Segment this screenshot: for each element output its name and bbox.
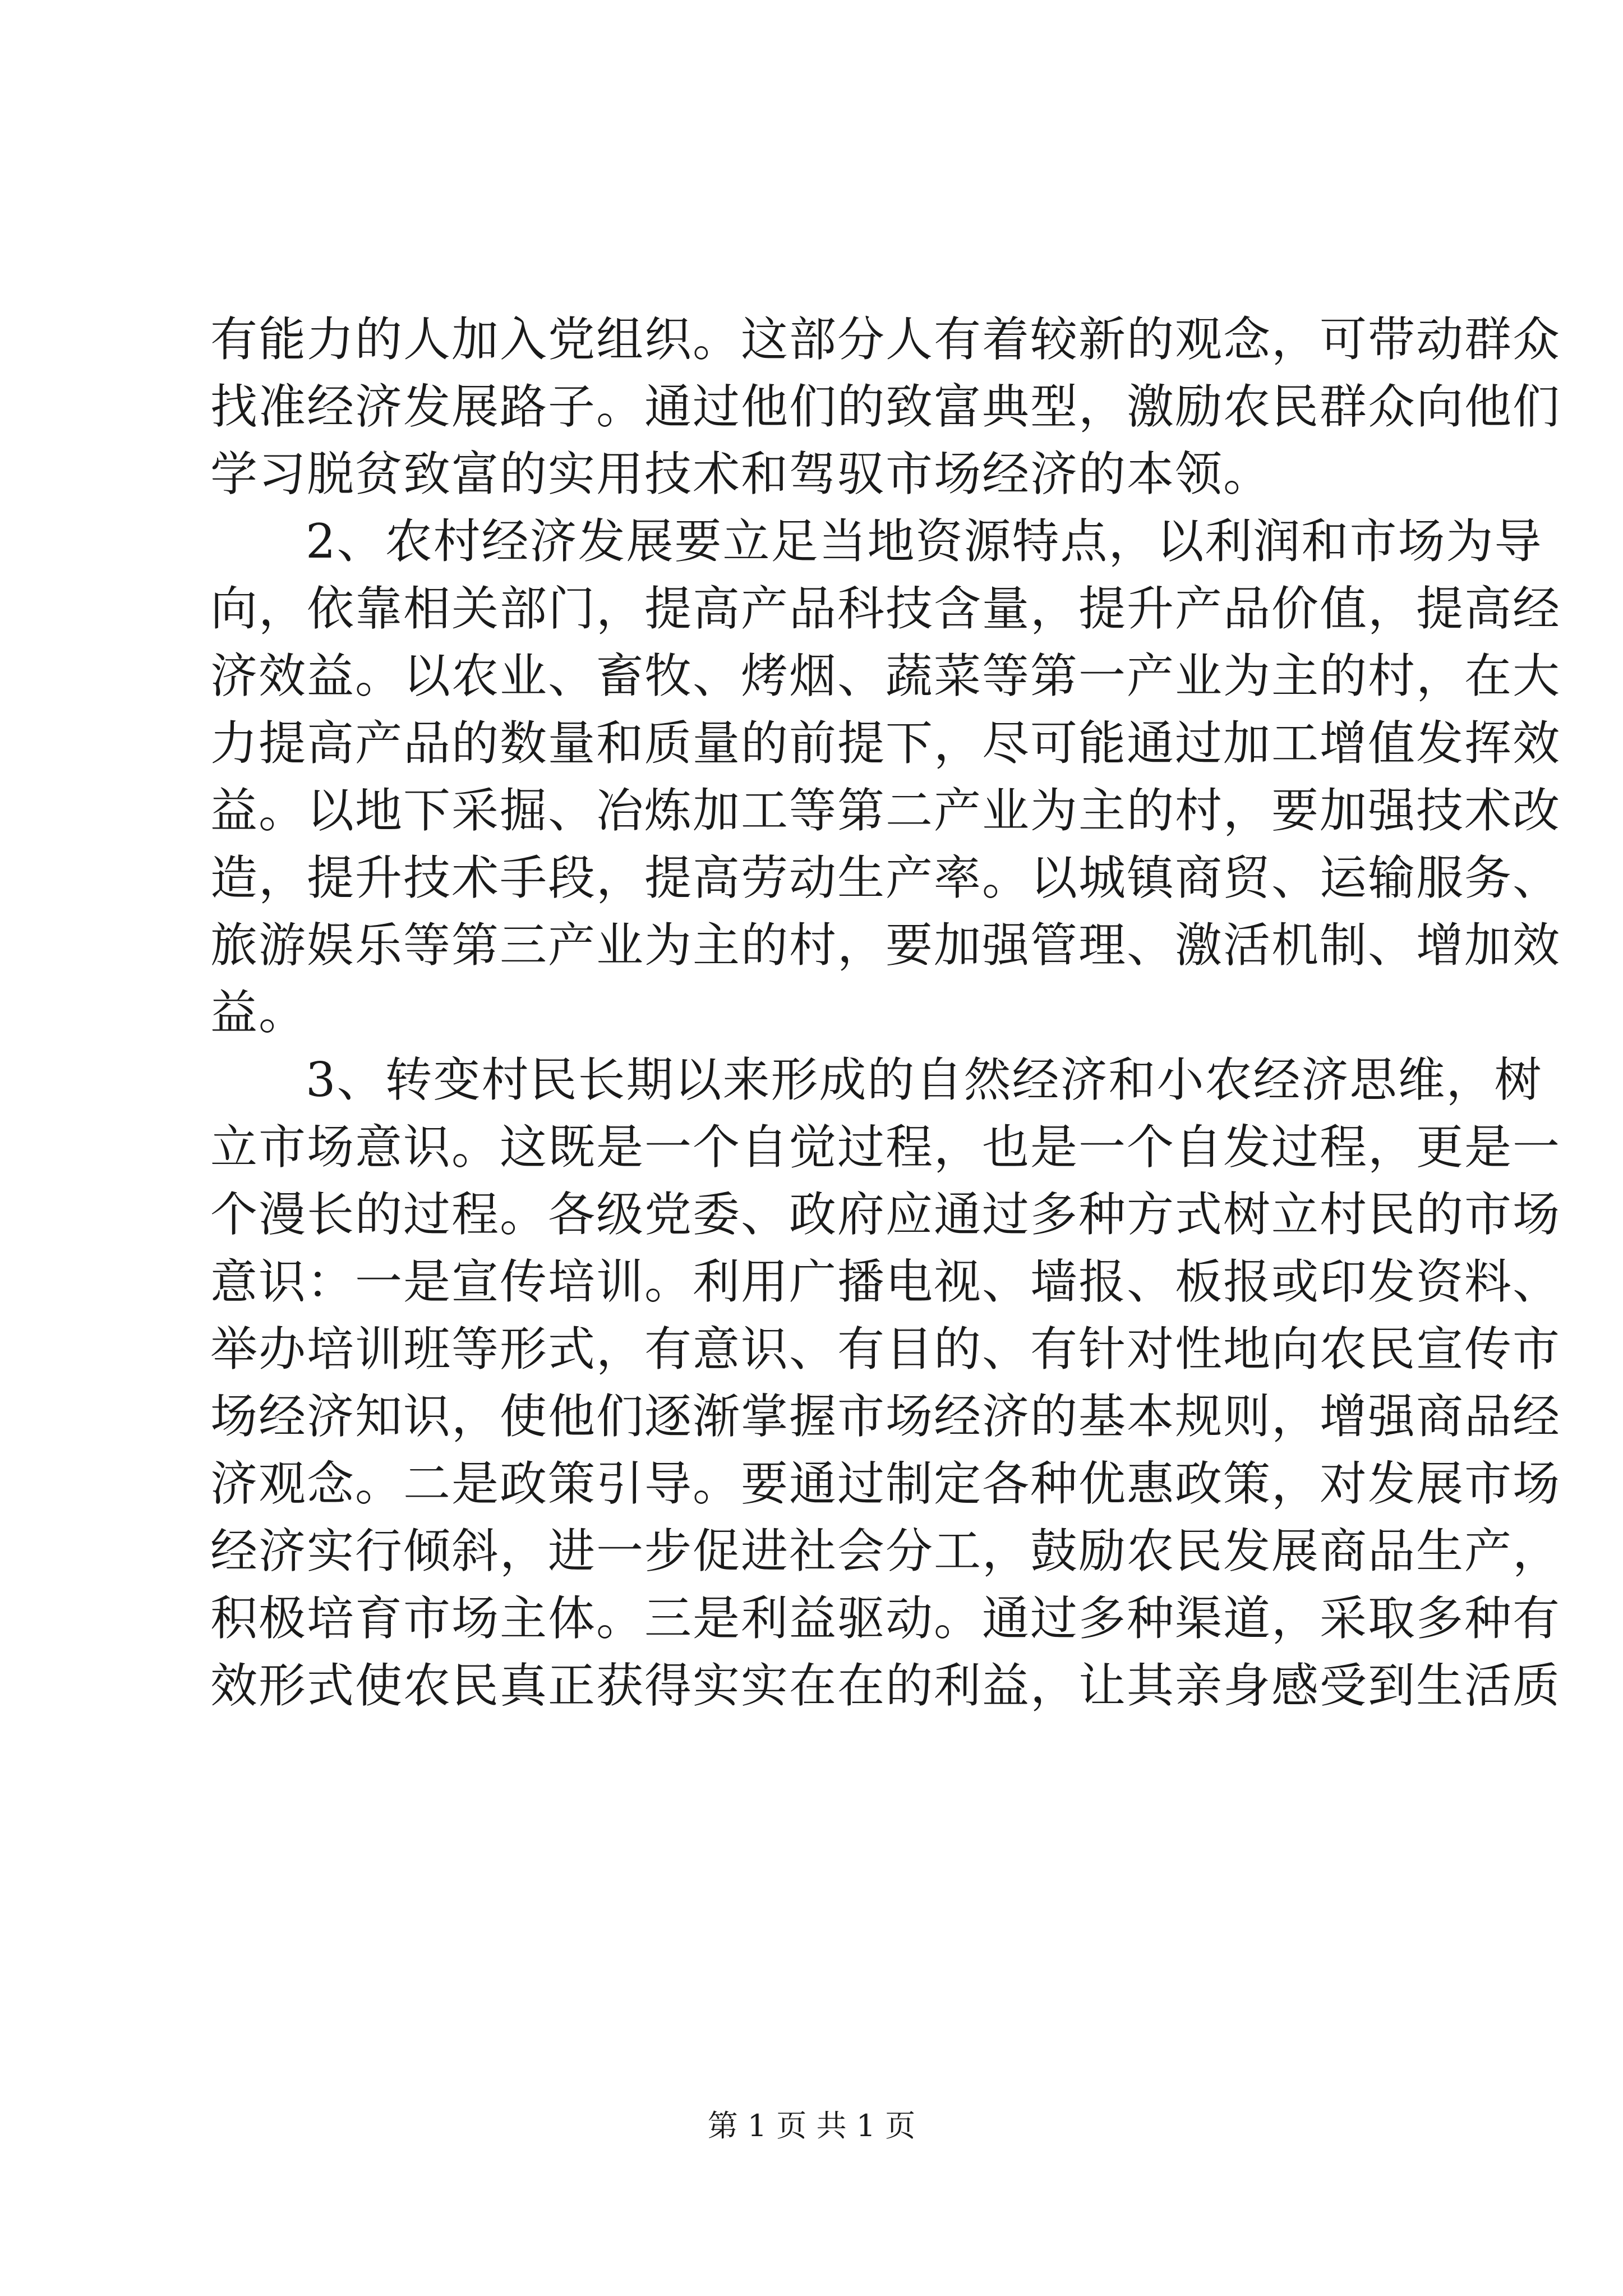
text-line: 场经济知识，使他们逐渐掌握市场经济的基本规则，增强商品经 xyxy=(210,1389,1561,1444)
paragraph-continued xyxy=(210,306,1561,508)
text-line: 有能力的人加入党组织。这部分人有着较新的观念，可带动群众 xyxy=(210,312,1561,367)
text-line: 学习脱贫致富的实用技术和驾驭市场经济的本领。 xyxy=(210,447,1272,501)
text-line: 造，提升技术手段，提高劳动生产率。以城镇商贸、运输服务、 xyxy=(210,850,1561,905)
text-line: 济效益。以农业、畜牧、烤烟、蔬菜等第一产业为主的村，在大 xyxy=(210,648,1561,703)
page-number-label: 第 1 页 共 1 页 xyxy=(707,2108,916,2143)
text-line: 力提高产品的数量和质量的前提下，尽可能通过加工增值发挥效 xyxy=(210,716,1561,771)
text-line: 效形式使农民真正获得实实在在的利益，让其亲身感受到生活质 xyxy=(210,1658,1561,1713)
text-line: 找准经济发展路子。通过他们的致富典型，激励农民群众向他们 xyxy=(210,379,1561,434)
page-footer xyxy=(0,2106,1623,2146)
text-line: 举办培训班等形式，有意识、有目的、有针对性地向农民宣传市 xyxy=(210,1322,1561,1377)
text-line: 2、农村经济发展要立足当地资源特点，以利润和市场为导 xyxy=(306,514,1543,569)
text-line: 益。 xyxy=(210,985,307,1040)
paragraph-3 xyxy=(210,1046,1561,1719)
text-line: 3、转变村民长期以来形成的自然经济和小农经济思维，树 xyxy=(306,1052,1543,1107)
text-line: 个漫长的过程。各级党委、政府应通过多种方式树立村民的市场 xyxy=(210,1187,1561,1242)
text-line: 向，依靠相关部门，提高产品科技含量，提升产品价值，提高经 xyxy=(210,581,1561,636)
text-line: 意识：一是宣传培训。利用广播电视、墙报、板报或印发资料、 xyxy=(210,1254,1561,1309)
text-line: 益。以地下采掘、冶炼加工等第二产业为主的村，要加强技术改 xyxy=(210,783,1561,838)
paragraph-2 xyxy=(210,508,1561,1046)
text-line: 经济实行倾斜，进一步促进社会分工，鼓励农民发展商品生产， xyxy=(210,1524,1561,1579)
document-body xyxy=(210,306,1561,1719)
text-line: 济观念。二是政策引导。要通过制定各种优惠政策，对发展市场 xyxy=(210,1456,1561,1511)
text-line: 立市场意识。这既是一个自觉过程，也是一个自发过程，更是一 xyxy=(210,1120,1561,1175)
text-line: 旅游娱乐等第三产业为主的村，要加强管理、激活机制、增加效 xyxy=(210,918,1561,973)
text-line: 积极培育市场主体。三是利益驱动。通过多种渠道，采取多种有 xyxy=(210,1591,1561,1646)
